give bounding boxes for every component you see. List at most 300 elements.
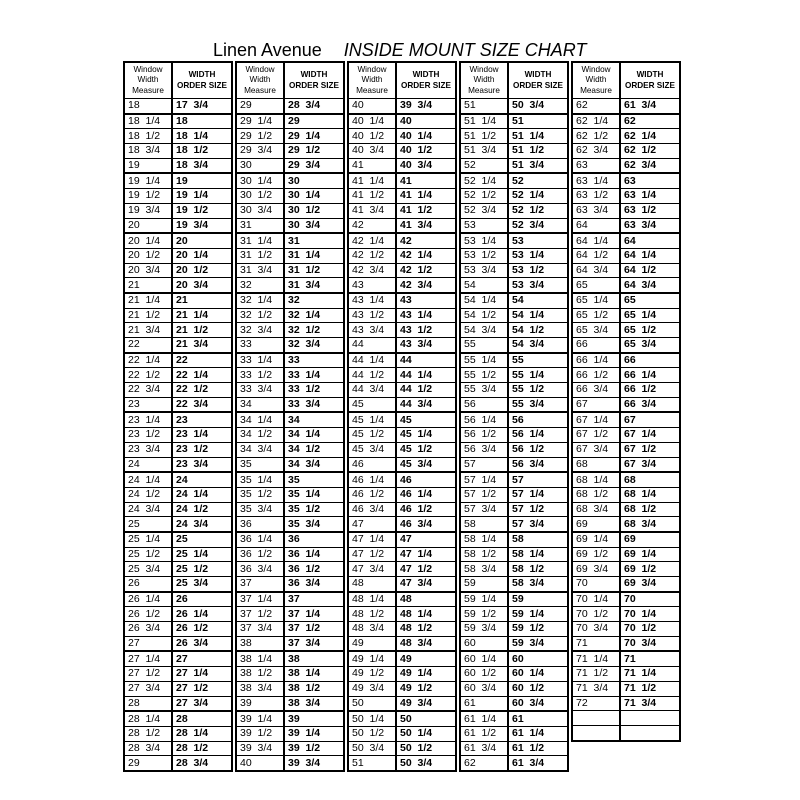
table-row [348, 622, 456, 637]
table-row [460, 577, 568, 592]
width-order-size-cell: 46 [396, 472, 456, 487]
table-row [572, 651, 680, 666]
width-order-size-cell: 62 3/4 [620, 158, 680, 173]
width-order-size-cell: 41 1/4 [396, 189, 456, 204]
window-width-measure-cell: 49 [348, 636, 396, 651]
table-row [572, 442, 680, 457]
width-order-size-cell: 44 3/4 [396, 397, 456, 412]
width-order-size-cell: 71 3/4 [620, 696, 680, 711]
width-order-size-cell: 60 1/4 [508, 667, 568, 682]
width-order-size-cell: 49 1/4 [396, 667, 456, 682]
table-row [236, 323, 344, 338]
width-order-size-cell: 41 [396, 173, 456, 188]
blank-cell [572, 725, 620, 740]
width-order-size-cell: 57 1/2 [508, 502, 568, 517]
table-row [236, 726, 344, 741]
window-width-measure-cell: 56 1/2 [460, 428, 508, 443]
table-row [348, 114, 456, 129]
window-width-measure-cell: 21 1/2 [124, 308, 172, 323]
window-width-measure-cell: 30 1/2 [236, 189, 284, 204]
width-order-size-cell: 46 1/2 [396, 502, 456, 517]
window-width-measure-cell: 40 [348, 99, 396, 114]
window-width-measure-cell: 31 1/4 [236, 233, 284, 248]
window-width-measure-cell: 45 1/2 [348, 428, 396, 443]
table-row [460, 158, 568, 173]
width-order-size-cell: 43 1/4 [396, 308, 456, 323]
width-order-size-cell: 53 3/4 [508, 278, 568, 293]
width-order-size-cell: 60 3/4 [508, 696, 568, 711]
width-order-size-cell: 29 [284, 114, 344, 129]
table-row [460, 293, 568, 308]
window-width-measure-cell: 32 1/2 [236, 308, 284, 323]
table-row [236, 233, 344, 248]
window-width-measure-cell: 58 1/4 [460, 532, 508, 547]
table-row [236, 442, 344, 457]
width-order-size-cell: 39 [284, 711, 344, 726]
width-order-size-cell: 54 1/2 [508, 323, 568, 338]
window-width-measure-cell: 44 1/2 [348, 368, 396, 383]
table-row [348, 428, 456, 443]
width-order-size-cell: 62 [620, 114, 680, 129]
width-order-size-cell: 68 3/4 [620, 517, 680, 532]
width-order-size-cell: 43 1/2 [396, 323, 456, 338]
window-width-measure-cell: 69 3/4 [572, 562, 620, 577]
window-width-measure-cell: 31 [236, 218, 284, 233]
table-row [124, 457, 232, 472]
window-width-measure-cell: 21 [124, 278, 172, 293]
width-order-size-cell: 71 1/2 [620, 681, 680, 696]
table-row [124, 442, 232, 457]
window-width-measure-cell: 53 1/4 [460, 233, 508, 248]
window-width-measure-cell: 39 3/4 [236, 741, 284, 756]
width-order-size-cell: 45 1/4 [396, 428, 456, 443]
table-row [460, 667, 568, 682]
window-width-measure-cell: 64 1/2 [572, 248, 620, 263]
table-row [236, 622, 344, 637]
width-order-size-cell: 67 1/4 [620, 428, 680, 443]
table-row [460, 412, 568, 427]
table-row [572, 547, 680, 562]
table-row [124, 338, 232, 353]
width-order-size-cell: 63 [620, 173, 680, 188]
width-order-size-cell: 46 3/4 [396, 517, 456, 532]
table-row [236, 577, 344, 592]
window-width-measure-cell: 43 [348, 278, 396, 293]
window-width-measure-cell: 28 3/4 [124, 741, 172, 756]
window-width-measure-cell: 36 1/4 [236, 532, 284, 547]
width-order-size-cell: 55 3/4 [508, 397, 568, 412]
table-row [236, 144, 344, 159]
width-order-size-cell: 61 1/4 [508, 726, 568, 741]
window-width-measure-cell: 59 1/2 [460, 607, 508, 622]
window-width-measure-cell: 68 [572, 457, 620, 472]
table-row [348, 741, 456, 756]
width-order-size-cell: 25 1/2 [172, 562, 232, 577]
width-order-size-cell: 36 [284, 532, 344, 547]
table-row [124, 577, 232, 592]
blank-cell [620, 711, 680, 726]
window-width-measure-cell: 44 3/4 [348, 383, 396, 398]
window-width-measure-cell: 71 1/4 [572, 651, 620, 666]
width-order-size-cell: 62 1/2 [620, 144, 680, 159]
table-row [348, 383, 456, 398]
window-width-measure-cell: 27 [124, 636, 172, 651]
window-width-measure-cell: 71 3/4 [572, 681, 620, 696]
width-order-size-cell: 64 1/2 [620, 263, 680, 278]
window-width-measure-cell: 62 1/4 [572, 114, 620, 129]
window-width-measure-cell: 43 1/4 [348, 293, 396, 308]
size-table-4 [459, 61, 569, 772]
window-width-measure-cell: 53 1/2 [460, 248, 508, 263]
width-order-size-cell: 40 1/2 [396, 144, 456, 159]
table-row [124, 323, 232, 338]
table-row [348, 651, 456, 666]
table-row [572, 592, 680, 607]
width-order-size-cell: 35 3/4 [284, 517, 344, 532]
table-row [124, 607, 232, 622]
table-row [572, 278, 680, 293]
window-width-measure-cell: 19 1/2 [124, 189, 172, 204]
width-order-size-cell: 32 [284, 293, 344, 308]
table-row [124, 383, 232, 398]
table-row [348, 353, 456, 368]
window-width-measure-cell: 18 1/2 [124, 129, 172, 144]
table-row [572, 114, 680, 129]
window-width-measure-cell: 35 1/4 [236, 472, 284, 487]
width-order-size-cell: 57 1/4 [508, 487, 568, 502]
header-window-width-measure: Window Width Measure [348, 62, 396, 99]
table-row [348, 472, 456, 487]
window-width-measure-cell: 59 [460, 577, 508, 592]
width-order-size-cell: 61 3/4 [508, 756, 568, 771]
table-row [124, 397, 232, 412]
window-width-measure-cell: 19 [124, 158, 172, 173]
width-order-size-cell: 56 1/2 [508, 442, 568, 457]
width-order-size-cell: 46 1/4 [396, 487, 456, 502]
window-width-measure-cell: 50 3/4 [348, 741, 396, 756]
window-width-measure-cell: 62 [460, 756, 508, 771]
window-width-measure-cell: 51 [460, 99, 508, 114]
width-order-size-cell: 21 1/2 [172, 323, 232, 338]
width-order-size-cell: 51 1/4 [508, 129, 568, 144]
table-row [348, 278, 456, 293]
window-width-measure-cell: 23 [124, 397, 172, 412]
window-width-measure-cell: 63 1/4 [572, 173, 620, 188]
table-row [348, 248, 456, 263]
width-order-size-cell: 38 [284, 651, 344, 666]
width-order-size-cell: 56 3/4 [508, 457, 568, 472]
width-order-size-cell: 21 3/4 [172, 338, 232, 353]
window-width-measure-cell: 22 3/4 [124, 383, 172, 398]
width-order-size-cell: 28 [172, 711, 232, 726]
table-row [460, 173, 568, 188]
width-order-size-cell: 24 1/4 [172, 487, 232, 502]
table-row [124, 487, 232, 502]
table-row [460, 651, 568, 666]
width-order-size-cell: 41 3/4 [396, 218, 456, 233]
table-row [124, 248, 232, 263]
window-width-measure-cell: 18 3/4 [124, 144, 172, 159]
window-width-measure-cell: 34 1/4 [236, 412, 284, 427]
table-row [572, 517, 680, 532]
table-row [124, 263, 232, 278]
table-row [460, 353, 568, 368]
width-order-size-cell: 62 1/4 [620, 129, 680, 144]
table-row [124, 99, 232, 114]
table-row [124, 144, 232, 159]
header-window-width-measure: Window Width Measure [572, 62, 620, 99]
width-order-size-cell: 58 1/4 [508, 547, 568, 562]
table-row [236, 562, 344, 577]
width-order-size-cell: 30 [284, 173, 344, 188]
window-width-measure-cell: 50 [348, 696, 396, 711]
table-row [236, 338, 344, 353]
width-order-size-cell: 54 3/4 [508, 338, 568, 353]
window-width-measure-cell: 62 [572, 99, 620, 114]
width-order-size-cell: 66 1/2 [620, 383, 680, 398]
table-row [460, 189, 568, 204]
table-row [124, 741, 232, 756]
table-row [236, 457, 344, 472]
window-width-measure-cell: 44 [348, 338, 396, 353]
width-order-size-cell: 65 [620, 293, 680, 308]
window-width-measure-cell: 51 1/4 [460, 114, 508, 129]
width-order-size-cell: 54 [508, 293, 568, 308]
table-row [236, 547, 344, 562]
size-table-5 [571, 61, 681, 742]
table-row [572, 472, 680, 487]
width-order-size-cell: 43 [396, 293, 456, 308]
window-width-measure-cell: 60 3/4 [460, 681, 508, 696]
table-row [236, 158, 344, 173]
window-width-measure-cell: 59 1/4 [460, 592, 508, 607]
width-order-size-cell: 47 1/4 [396, 547, 456, 562]
window-width-measure-cell: 19 3/4 [124, 203, 172, 218]
window-width-measure-cell: 55 3/4 [460, 383, 508, 398]
window-width-measure-cell: 38 1/4 [236, 651, 284, 666]
window-width-measure-cell: 55 1/4 [460, 353, 508, 368]
width-order-size-cell: 25 3/4 [172, 577, 232, 592]
table-row [348, 233, 456, 248]
width-order-size-cell: 24 3/4 [172, 517, 232, 532]
table-row [236, 428, 344, 443]
width-order-size-cell: 47 3/4 [396, 577, 456, 592]
window-width-measure-cell: 35 [236, 457, 284, 472]
window-width-measure-cell: 56 1/4 [460, 412, 508, 427]
table-row [236, 502, 344, 517]
window-width-measure-cell: 51 1/2 [460, 129, 508, 144]
window-width-measure-cell: 53 [460, 218, 508, 233]
table-row [460, 144, 568, 159]
width-order-size-cell: 61 1/2 [508, 741, 568, 756]
window-width-measure-cell: 23 1/4 [124, 412, 172, 427]
width-order-size-cell: 35 [284, 472, 344, 487]
blank-row [572, 725, 680, 740]
blank-cell [620, 725, 680, 740]
table-row [572, 353, 680, 368]
width-order-size-cell: 48 3/4 [396, 636, 456, 651]
window-width-measure-cell: 57 1/2 [460, 487, 508, 502]
table-row [124, 651, 232, 666]
window-width-measure-cell: 70 [572, 577, 620, 592]
table-row [460, 532, 568, 547]
table-row [348, 592, 456, 607]
window-width-measure-cell: 52 1/2 [460, 189, 508, 204]
table-row [572, 397, 680, 412]
window-width-measure-cell: 41 1/2 [348, 189, 396, 204]
table-row [236, 248, 344, 263]
table-row [572, 308, 680, 323]
table-row [236, 218, 344, 233]
width-order-size-cell: 70 1/4 [620, 607, 680, 622]
window-width-measure-cell: 19 1/4 [124, 173, 172, 188]
table-row [572, 189, 680, 204]
width-order-size-cell: 34 1/4 [284, 428, 344, 443]
window-width-measure-cell: 70 3/4 [572, 622, 620, 637]
window-width-measure-cell: 48 1/2 [348, 607, 396, 622]
window-width-measure-cell: 30 1/4 [236, 173, 284, 188]
table-row [124, 129, 232, 144]
header-width-order-size: WIDTH ORDER SIZE [172, 62, 232, 99]
table-row [348, 263, 456, 278]
table-row [124, 532, 232, 547]
table-row [572, 577, 680, 592]
width-order-size-cell: 60 1/2 [508, 681, 568, 696]
table-row [572, 487, 680, 502]
table-row [348, 532, 456, 547]
table-row [348, 397, 456, 412]
table-row [572, 428, 680, 443]
width-order-size-cell: 36 1/4 [284, 547, 344, 562]
width-order-size-cell: 69 3/4 [620, 577, 680, 592]
window-width-measure-cell: 26 3/4 [124, 622, 172, 637]
width-order-size-cell: 67 3/4 [620, 457, 680, 472]
window-width-measure-cell: 27 3/4 [124, 681, 172, 696]
window-width-measure-cell: 23 1/2 [124, 428, 172, 443]
table-row [236, 472, 344, 487]
window-width-measure-cell: 61 [460, 696, 508, 711]
window-width-measure-cell: 60 [460, 636, 508, 651]
table-row [460, 517, 568, 532]
table-row [236, 517, 344, 532]
width-order-size-cell: 34 3/4 [284, 457, 344, 472]
width-order-size-cell: 32 1/4 [284, 308, 344, 323]
width-order-size-cell: 63 3/4 [620, 218, 680, 233]
window-width-measure-cell: 18 1/4 [124, 114, 172, 129]
width-order-size-cell: 65 1/4 [620, 308, 680, 323]
window-width-measure-cell: 24 1/4 [124, 472, 172, 487]
window-width-measure-cell: 28 [124, 696, 172, 711]
window-width-measure-cell: 48 3/4 [348, 622, 396, 637]
width-order-size-cell: 22 1/4 [172, 368, 232, 383]
window-width-measure-cell: 20 1/4 [124, 233, 172, 248]
window-width-measure-cell: 36 [236, 517, 284, 532]
width-order-size-cell: 35 1/2 [284, 502, 344, 517]
table-row [460, 547, 568, 562]
width-order-size-cell: 52 3/4 [508, 218, 568, 233]
width-order-size-cell: 66 1/4 [620, 368, 680, 383]
window-width-measure-cell: 47 1/4 [348, 532, 396, 547]
width-order-size-cell: 37 1/4 [284, 607, 344, 622]
width-order-size-cell: 24 1/2 [172, 502, 232, 517]
table-row [348, 681, 456, 696]
table-row [236, 651, 344, 666]
table-row [124, 667, 232, 682]
table-row [124, 428, 232, 443]
width-order-size-cell: 33 1/2 [284, 383, 344, 398]
window-width-measure-cell: 39 [236, 696, 284, 711]
table-row [348, 502, 456, 517]
table-row [124, 622, 232, 637]
table-row [124, 517, 232, 532]
window-width-measure-cell: 64 [572, 218, 620, 233]
table-row [460, 442, 568, 457]
window-width-measure-cell: 62 3/4 [572, 144, 620, 159]
width-order-size-cell: 65 3/4 [620, 338, 680, 353]
window-width-measure-cell: 40 3/4 [348, 144, 396, 159]
header-width-order-size: WIDTH ORDER SIZE [508, 62, 568, 99]
width-order-size-cell: 56 1/4 [508, 428, 568, 443]
window-width-measure-cell: 25 1/2 [124, 547, 172, 562]
window-width-measure-cell: 23 3/4 [124, 442, 172, 457]
table-row [236, 173, 344, 188]
table-row [460, 607, 568, 622]
table-row [236, 681, 344, 696]
window-width-measure-cell: 49 3/4 [348, 681, 396, 696]
width-order-size-cell: 40 1/4 [396, 129, 456, 144]
window-width-measure-cell: 52 1/4 [460, 173, 508, 188]
table-row [572, 203, 680, 218]
window-width-measure-cell: 40 1/4 [348, 114, 396, 129]
width-order-size-cell: 59 [508, 592, 568, 607]
window-width-measure-cell: 28 1/4 [124, 711, 172, 726]
window-width-measure-cell: 60 1/2 [460, 667, 508, 682]
table-row [236, 114, 344, 129]
window-width-measure-cell: 29 1/4 [236, 114, 284, 129]
window-width-measure-cell: 29 [124, 756, 172, 771]
table-row [460, 338, 568, 353]
width-order-size-cell: 47 [396, 532, 456, 547]
window-width-measure-cell: 53 3/4 [460, 263, 508, 278]
table-row [124, 696, 232, 711]
window-width-measure-cell: 31 1/2 [236, 248, 284, 263]
table-row [460, 741, 568, 756]
window-width-measure-cell: 25 1/4 [124, 532, 172, 547]
table-row [124, 353, 232, 368]
width-order-size-cell: 20 [172, 233, 232, 248]
width-order-size-cell: 69 [620, 532, 680, 547]
window-width-measure-cell: 54 3/4 [460, 323, 508, 338]
table-row [460, 263, 568, 278]
table-row [236, 278, 344, 293]
width-order-size-cell: 38 1/4 [284, 667, 344, 682]
width-order-size-cell: 20 1/4 [172, 248, 232, 263]
window-width-measure-cell: 72 [572, 696, 620, 711]
table-row [348, 711, 456, 726]
window-width-measure-cell: 36 1/2 [236, 547, 284, 562]
table-row [572, 173, 680, 188]
window-width-measure-cell: 43 3/4 [348, 323, 396, 338]
table-row [572, 383, 680, 398]
table-row [348, 607, 456, 622]
window-width-measure-cell: 65 [572, 278, 620, 293]
width-order-size-cell: 27 3/4 [172, 696, 232, 711]
width-order-size-cell: 71 1/4 [620, 667, 680, 682]
window-width-measure-cell: 55 1/2 [460, 368, 508, 383]
width-order-size-cell: 57 3/4 [508, 517, 568, 532]
table-row [348, 129, 456, 144]
table-row [348, 696, 456, 711]
